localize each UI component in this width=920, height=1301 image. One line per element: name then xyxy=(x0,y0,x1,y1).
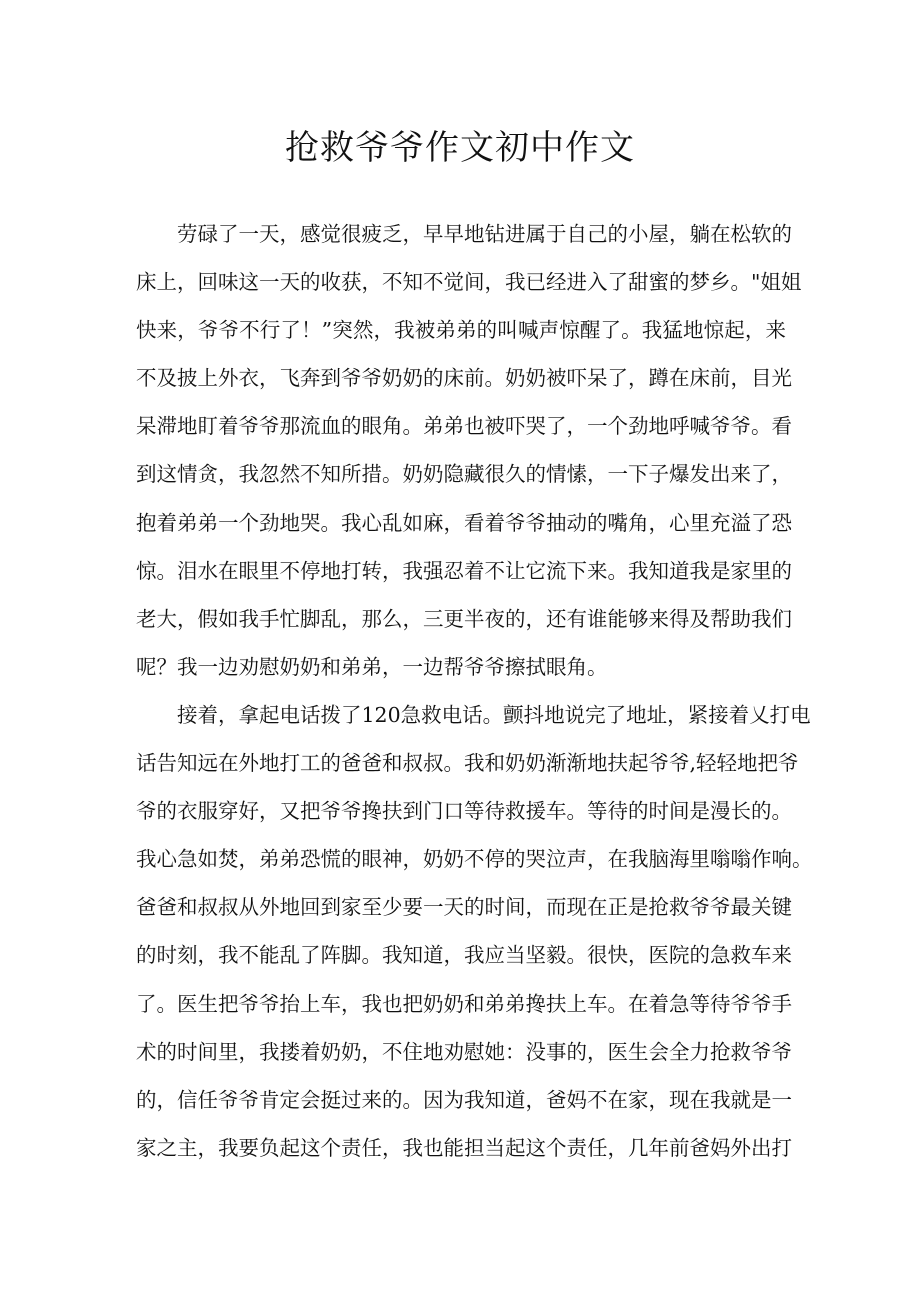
text-line: 老大，假如我手忙脚乱，那么，三更半夜的，还有谁能够来得及帮助我们 xyxy=(136,606,792,631)
text-line: 惊。泪水在眼里不停地打转，我强忍着不让它流下来。我知道我是家里的 xyxy=(136,558,792,583)
text-line: 家之主，我要负起这个责任，我也能担当起这个责任，几年前爸妈外出打 xyxy=(136,1135,792,1160)
text-line: 不及披上外衣，飞奔到爷爷奶奶的床前。奶奶被吓呆了，蹲在床前，目光 xyxy=(136,366,792,391)
text-line: 呆滞地盯着爷爷那流血的眼角。弟弟也被吓哭了，一个劲地呼喊爷爷。看 xyxy=(136,414,792,439)
text-line: 爸爸和叔叔从外地回到家至少要一天的时间，而现在正是抢救爷爷最关键 xyxy=(136,895,792,920)
document-title: 抢救爷爷作文初中作文 xyxy=(285,128,635,168)
text-line: 劳碌了一天，感觉很疲乏，早早地钻进属于自己的小屋，躺在松软的 xyxy=(177,222,792,246)
text-line: 话告知远在外地打工的爸爸和叔叔。我和奶奶渐渐地扶起爷爷,轻轻地把爷 xyxy=(136,751,799,776)
document-body xyxy=(136,210,813,1172)
text-line: 到这情贪，我忽然不知所措。奶奶隐藏很久的情愫，一下子爆发出来了， xyxy=(136,462,792,487)
text-line: 的时刻，我不能乱了阵脚。我知道，我应当坚毅。很快，医院的急救车来 xyxy=(136,943,792,968)
text-line: 床上，回味这一天的收获，不知不觉间，我已经进入了甜蜜的梦乡。"姐姐 xyxy=(136,270,802,295)
text-line: 我心急如焚，弟弟恐慌的眼神，奶奶不停的哭泣声，在我脑海里嗡嗡作响。 xyxy=(136,847,813,872)
text-line: 爷的衣服穿好，又把爷爷搀扶到门口等待救援车。等待的时间是漫长的。 xyxy=(136,799,792,824)
text-line: 的，信任爷爷肯定会挺过来的。因为我知道，爸妈不在家，现在我就是一 xyxy=(136,1087,792,1112)
text-line: 抱着弟弟一个劲地哭。我心乱如麻，看着爷爷抽动的嘴角，心里充溢了恐 xyxy=(136,510,792,535)
text-line: 快来，爷爷不行了！”突然，我被弟弟的叫喊声惊醒了。我猛地惊起，来 xyxy=(136,318,786,343)
text-line: 了。医生把爷爷抬上车，我也把奶奶和弟弟搀扶上车。在着急等待爷爷手 xyxy=(136,991,792,1016)
text-line: 呢？我一边劝慰奶奶和弟弟，一边帮爷爷擦拭眼角。 xyxy=(136,654,608,679)
text-line: 术的时间里，我搂着奶奶，不住地劝慰她：没事的，医生会全力抢救爷爷 xyxy=(136,1039,792,1064)
text-line: 接着，拿起电话拨了120急救电话。颤抖地说完了地址，紧接着乂打电 xyxy=(177,702,811,727)
